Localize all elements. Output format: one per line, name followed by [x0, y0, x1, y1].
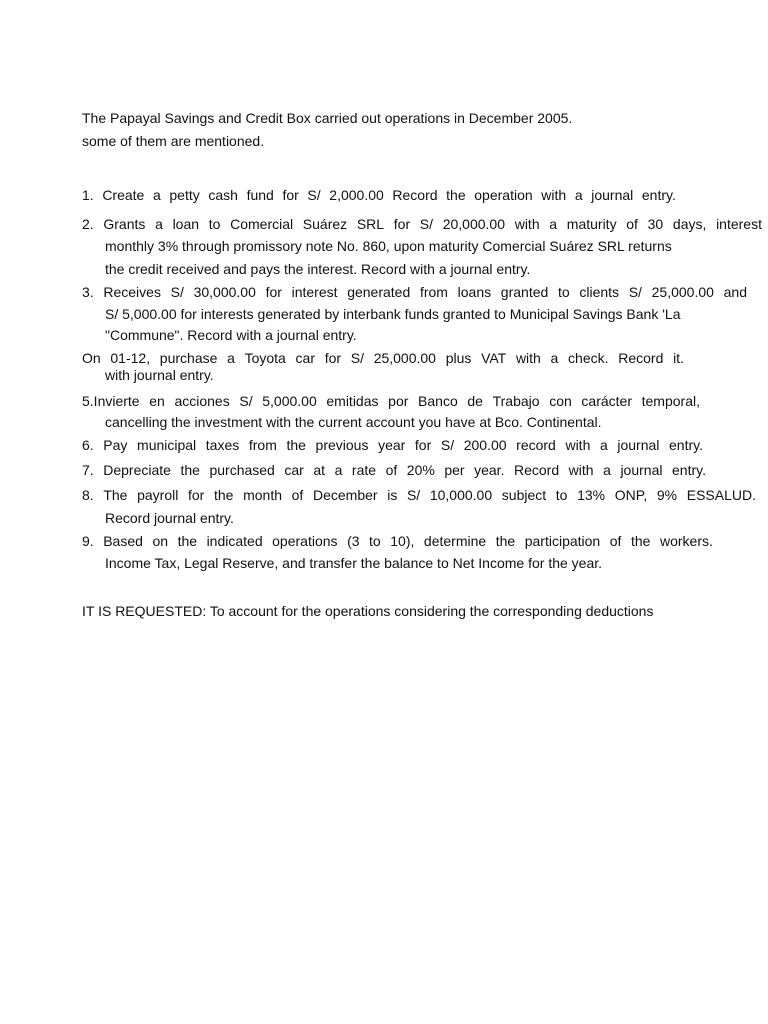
list-item-3-line-3: "Commune". Record with a journal entry. — [105, 327, 357, 343]
list-item-5-line-1: 5.Invierte en acciones S/ 5,000.00 emitidas por Banco de Trabajo con carácter temporal, — [82, 393, 700, 409]
list-item-6-line-1: 6. Pay municipal taxes from the previous year for S/ 200.00 record with a journal entry. — [82, 437, 703, 453]
intro-line-1: The Papayal Savings and Credit Box carried out operations in December 2005. — [82, 110, 573, 126]
list-item-8-line-1: 8. The payroll for the month of December is S/ 10,000.00 subject to 13% ONP, 9% ESSALUD. — [82, 487, 756, 503]
intro-line-2: some of them are mentioned. — [82, 133, 265, 149]
list-item-4-line-1: On 01-12, purchase a Toyota car for S/ 25,000.00 plus VAT with a check. Record it. — [82, 350, 684, 366]
list-item-2-line-3: the credit received and pays the interest. Record with a journal entry. — [105, 261, 531, 277]
list-item-1-line-1: 1. Create a petty cash fund for S/ 2,000.00 Record the operation with a journal entry. — [82, 187, 676, 203]
list-item-9-line-1: 9. Based on the indicated operations (3 to 10), determine the participation of the workers. — [82, 533, 713, 549]
list-item-3-line-2: S/ 5,000.00 for interests generated by interbank funds granted to Municipal Savings Bank 'La — [105, 306, 681, 322]
list-item-9-line-2: Income Tax, Legal Reserve, and transfer the balance to Net Income for the year. — [105, 555, 603, 571]
list-item-2-line-2: monthly 3% through promissory note No. 860, upon maturity Comercial Suárez SRL returns — [105, 238, 672, 254]
list-item-8-line-2: Record journal entry. — [105, 510, 234, 526]
list-item-4-line-2: with journal entry. — [105, 367, 214, 383]
list-item-3-line-1: 3. Receives S/ 30,000.00 for interest generated from loans granted to clients S/ 25,000.00 and — [82, 284, 747, 300]
list-item-5-line-2: cancelling the investment with the current account you have at Bco. Continental. — [105, 414, 602, 430]
requested-statement: IT IS REQUESTED: To account for the operations considering the corresponding deductions — [82, 603, 654, 619]
list-item-7-line-1: 7. Depreciate the purchased car at a rate of 20% per year. Record with a journal entry. — [82, 462, 706, 478]
list-item-2-line-1: 2. Grants a loan to Comercial Suárez SRL for S/ 20,000.00 with a maturity of 30 days, interest — [82, 216, 762, 232]
